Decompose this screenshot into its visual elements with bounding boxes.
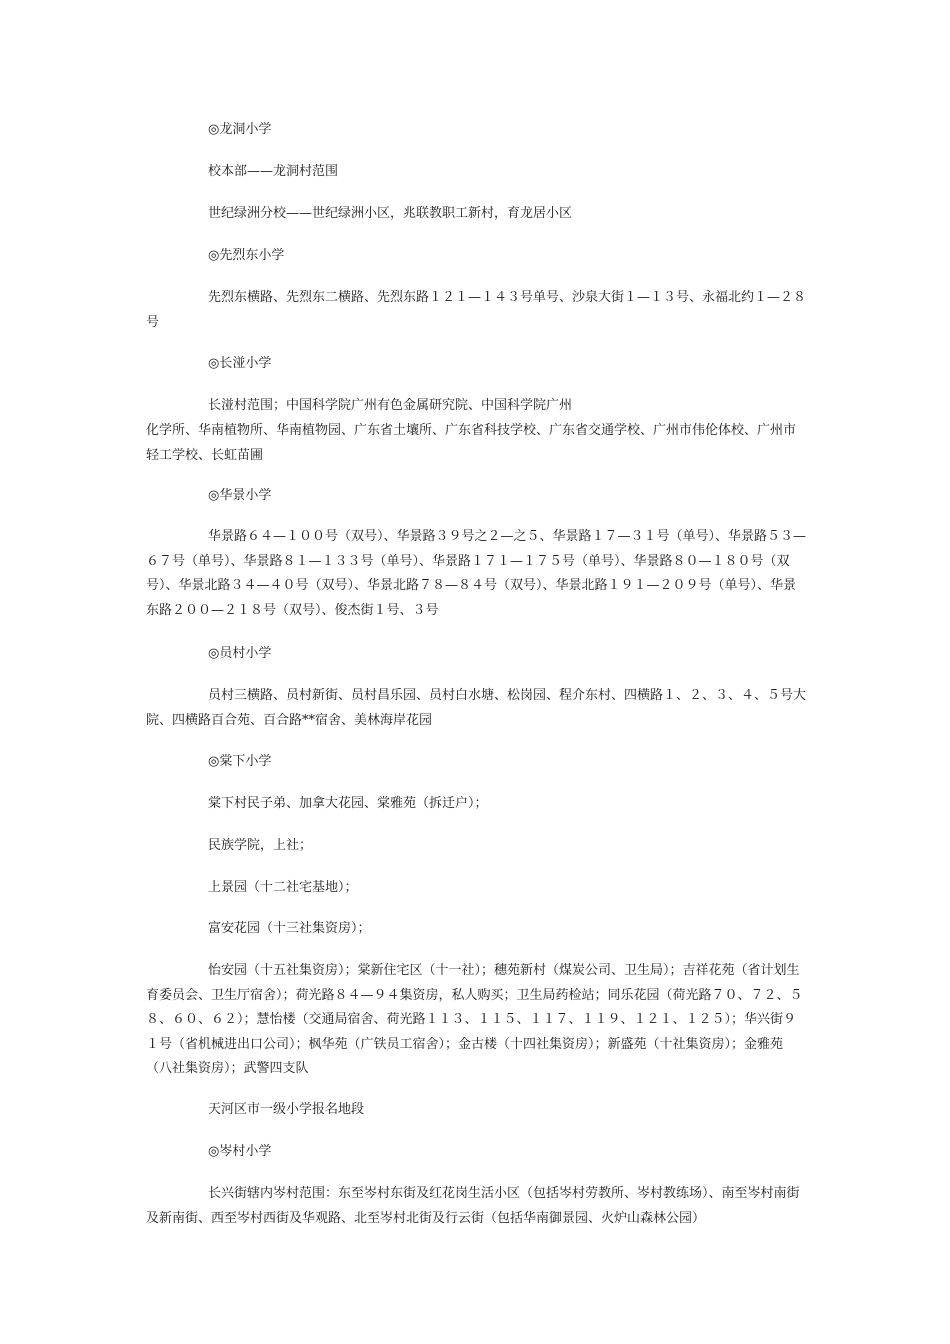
- paragraph: 校本部——龙洞村范围: [208, 164, 339, 179]
- paragraph: 上景园（十二社宅基地）；: [208, 880, 358, 895]
- paragraph: 怡安园（十五社集资房）；棠新住宅区（十一社）；穗苑新村（煤炭公司、卫生局）；吉祥花苑（省计划生育委员会、卫生厅宿舍）；荷光路８４—９４集资房，私人购买；卫生局药检站；同乐花园（荷光路７０、７２、５８、６０、６２）；慧怡楼（交通局宿舍、荷光路１１３、１１５、１１７、１１９、１２１、１２５）；华兴街９１号（省机械进出口公司）；枫华苑（广铁员工宿舍）；金古楼（十四社集资房）；新盛苑（十社集资房）；金雅苑（八社集资房）；武警四支队: [146, 963, 803, 1076]
- paragraph: 员村三横路、员村新街、员村昌乐园、员村白水塘、松岗园、程介东村、四横路１、２、３、４、５号大院、四横路百合苑、百合路**宿舍、美林海岸花园: [146, 688, 807, 728]
- paragraph: 华景路６４—１００号（双号）、华景路３９号之２—之５、华景路１７—３１号（单号）、华景路５３—６７号（单号）、华景路８１—１３３号（单号）、华景路１７１—１７５号（单号）、华景路８０—１８０号（双号）、华景北路３４—４０号（双号）、华景北路７８—８４号（双号）、华景北路１９１—２０９号（单号）、华景东路２００—２１８号（双号）、俊杰街１号、３号: [146, 529, 807, 618]
- section-heading-changban: ◎长湴小学: [208, 356, 272, 371]
- paragraph: 民族学院，上社；: [208, 838, 313, 853]
- section-heading-longdong: ◎龙洞小学: [208, 122, 272, 137]
- section-heading-huajing: ◎华景小学: [208, 488, 272, 503]
- section-heading-xianliedong: ◎先烈东小学: [208, 248, 285, 263]
- section-heading-yuancun: ◎员村小学: [208, 646, 272, 661]
- paragraph: 天河区市一级小学报名地段: [208, 1102, 365, 1117]
- section-heading-cencun: ◎岑村小学: [208, 1144, 272, 1159]
- paragraph: 先烈东横路、先烈东二横路、先烈东路１２１—１４３号单号、沙泉大街１—１３号、永福北约１—２８号: [146, 290, 807, 330]
- paragraph: 化学所、华南植物所、华南植物园、广东省土壤所、广东省科技学校、广东省交通学校、广州市伟伦体校、广州市轻工学校、长虹苗圃: [146, 423, 797, 463]
- section-heading-tangxia: ◎棠下小学: [208, 754, 272, 769]
- paragraph: 富安花园（十三社集资房）；: [208, 921, 371, 936]
- paragraph: 长湴村范围；中国科学院广州有色金属研究院、中国科学院广州: [208, 398, 573, 413]
- paragraph: 长兴街辖内岑村范围：东至岑村东街及红花岗生活小区（包括岑村劳教所、岑村教练场）、南至岑村南街及新南街、西至岑村西街及华观路、北至岑村北街及行云街（包括华南御景园、火炉山森林公园）: [146, 1186, 800, 1226]
- paragraph: 棠下村民子弟、加拿大花园、棠雅苑（拆迁户）；: [208, 796, 488, 811]
- paragraph: 世纪绿洲分校——世纪绿洲小区，兆联教职工新村，育龙居小区: [208, 206, 573, 221]
